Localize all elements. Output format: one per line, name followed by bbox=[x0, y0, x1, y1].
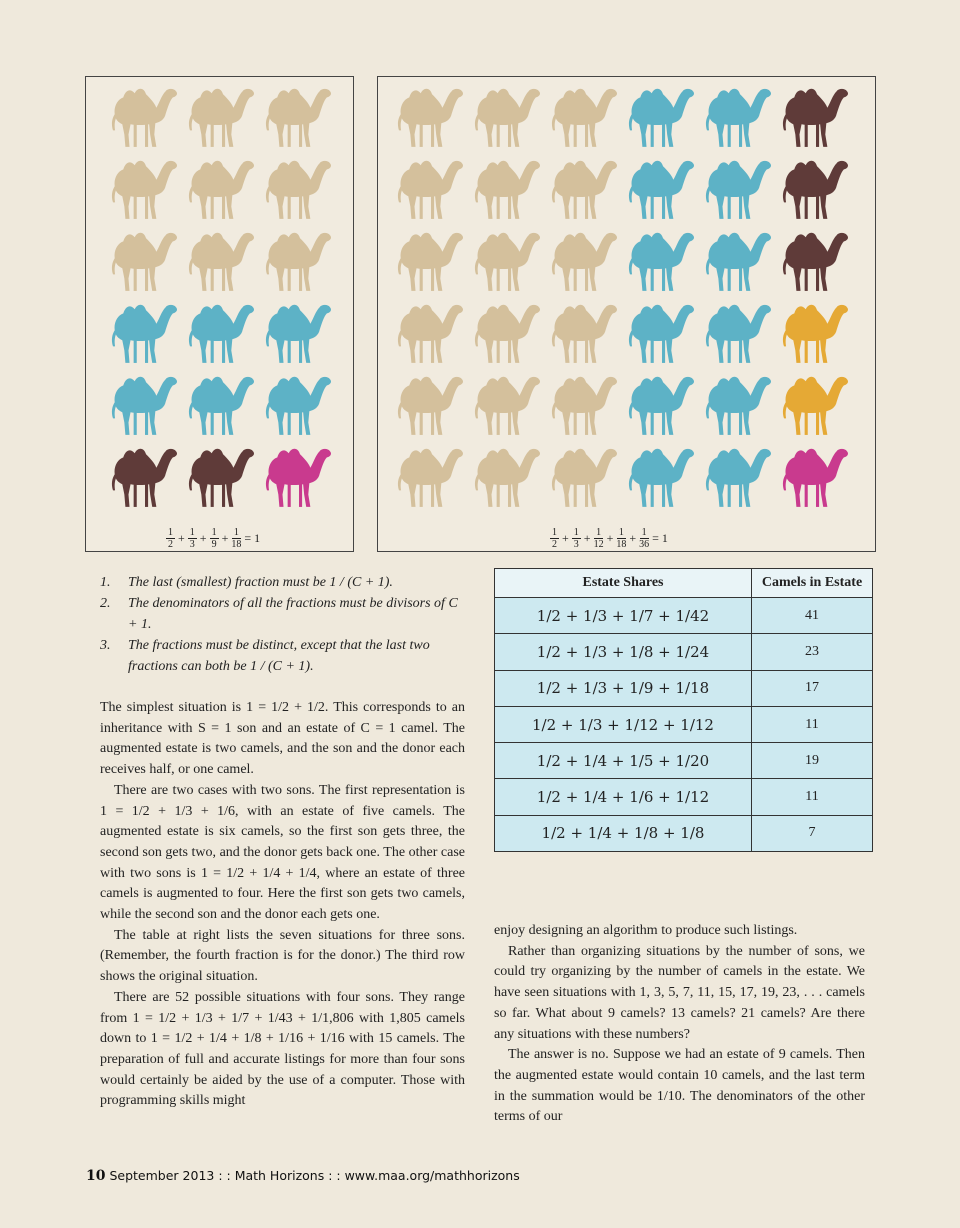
fraction: $\frac{1}{18}$ bbox=[231, 527, 242, 550]
estate-shares-table bbox=[494, 568, 873, 852]
camel-tan-icon bbox=[473, 229, 543, 293]
equation-result: = 1 bbox=[244, 531, 261, 545]
plus-sign: + bbox=[178, 531, 185, 545]
camel-count-cell: 7 bbox=[752, 815, 873, 851]
table-row bbox=[495, 670, 873, 706]
plus-sign: + bbox=[562, 531, 569, 545]
rule-item: 3. The fractions must be distinct, except that the last two fractions can both be 1 / (C + 1). bbox=[100, 638, 430, 674]
estate-shares-cell: 1/2 + 1/3 + 1/7 + 1/42 bbox=[495, 598, 752, 634]
camel-tan-icon bbox=[396, 85, 466, 149]
estate-shares-cell: 1/2 + 1/3 + 1/9 + 1/18 bbox=[495, 670, 752, 706]
plus-sign: + bbox=[583, 531, 591, 545]
camel-count-cell: 23 bbox=[752, 634, 873, 670]
camel-tan-icon bbox=[473, 157, 543, 221]
camel-gold-icon bbox=[781, 301, 851, 365]
rule-item: 2. The denominators of all the fractions must be divisors of C + 1. bbox=[100, 596, 458, 632]
camel-tan-icon bbox=[473, 301, 543, 365]
camel-blue-icon bbox=[704, 157, 774, 221]
fraction: $\frac{1}{3}$ bbox=[573, 527, 579, 550]
camel-count-cell: 17 bbox=[752, 670, 873, 706]
plus-sign: + bbox=[199, 531, 207, 545]
camel-tan-icon bbox=[187, 157, 257, 221]
camel-blue-icon bbox=[264, 301, 334, 365]
camel-tan-icon bbox=[396, 373, 466, 437]
paragraph: The simplest situation is 1 = 1/2 + 1/2. This corresponds to an inheritance with S = 1 son and an estate of C = 1 camel. The augmented estate is two camels, and the son and the donor each receives half, or one camel. bbox=[100, 700, 465, 778]
table-row bbox=[495, 634, 873, 670]
camel-blue-icon bbox=[264, 373, 334, 437]
page-number: 10 bbox=[86, 1168, 106, 1184]
camel-blue-icon bbox=[704, 445, 774, 509]
body-text-right bbox=[494, 921, 865, 1128]
camel-tan-icon bbox=[473, 373, 543, 437]
fraction: $\frac{1}{3}$ bbox=[189, 527, 195, 550]
camel-tan-icon bbox=[550, 229, 620, 293]
camel-tan-icon bbox=[110, 85, 180, 149]
fraction: $\frac{1}{2}$ bbox=[168, 527, 173, 550]
camel-tan-icon bbox=[187, 229, 257, 293]
estate-shares-cell: 1/2 + 1/3 + 1/12 + 1/12 bbox=[495, 706, 752, 742]
estate-shares-cell: 1/2 + 1/4 + 1/5 + 1/20 bbox=[495, 743, 752, 779]
camel-tan-icon bbox=[473, 445, 543, 509]
camel-tan-icon bbox=[550, 445, 620, 509]
camel-magenta-icon bbox=[781, 445, 851, 509]
camel-blue-icon bbox=[110, 301, 180, 365]
camel-tan-icon bbox=[264, 229, 334, 293]
table-row bbox=[495, 706, 873, 742]
camel-blue-icon bbox=[627, 301, 697, 365]
camel-blue-icon bbox=[704, 301, 774, 365]
footer-text: September 2013 : : Math Horizons : : www.maa.org/mathhorizons bbox=[109, 1168, 520, 1183]
paragraph: There are two cases with two sons. The first representation is 1 = 1/2 + 1/3 + 1/6, with an estate of five camels. The augmented estate is six camels, so the first son gets three, the second son gets two, and the donor gets back one. The other case with two sons is 1 = 1/2 + 1/4 + 1/4, where an estate of three camels is augmented to four. Here the first son gets two camels, while the second son and the donor each gets one. bbox=[100, 782, 465, 923]
header-camels-in-estate: Camels in Estate bbox=[752, 569, 873, 598]
body-text-left bbox=[100, 698, 465, 1112]
camel-figure-left bbox=[85, 76, 354, 552]
camel-tan-icon bbox=[396, 301, 466, 365]
camel-count-cell: 11 bbox=[752, 779, 873, 815]
camel-tan-icon bbox=[264, 157, 334, 221]
camel-brown-icon bbox=[781, 229, 851, 293]
estate-shares-cell: 1/2 + 1/4 + 1/6 + 1/12 bbox=[495, 779, 752, 815]
camel-tan-icon bbox=[396, 229, 466, 293]
table-row bbox=[495, 743, 873, 779]
table-header-row bbox=[495, 569, 873, 598]
camel-blue-icon bbox=[627, 229, 697, 293]
camel-brown-icon bbox=[781, 157, 851, 221]
fraction-equation bbox=[166, 527, 260, 550]
camel-count-cell: 41 bbox=[752, 598, 873, 634]
camel-tan-icon bbox=[396, 157, 466, 221]
header-estate-shares: Estate Shares bbox=[495, 569, 752, 598]
camel-blue-icon bbox=[187, 373, 257, 437]
camel-magenta-icon bbox=[264, 445, 334, 509]
fraction: $\frac{1}{9}$ bbox=[211, 527, 217, 550]
plus-sign: + bbox=[221, 531, 229, 545]
table-row bbox=[495, 598, 873, 634]
paragraph: enjoy designing an algorithm to produce such listings. bbox=[494, 923, 798, 938]
camel-blue-icon bbox=[187, 301, 257, 365]
camel-blue-icon bbox=[704, 229, 774, 293]
fraction: $\frac{1}{36}$ bbox=[639, 527, 650, 550]
camel-tan-icon bbox=[550, 157, 620, 221]
rules-list bbox=[100, 572, 460, 677]
camel-tan-icon bbox=[550, 373, 620, 437]
plus-sign: + bbox=[629, 531, 637, 545]
camel-tan-icon bbox=[110, 229, 180, 293]
camel-brown-icon bbox=[187, 445, 257, 509]
camel-tan-icon bbox=[396, 445, 466, 509]
table-row bbox=[495, 779, 873, 815]
camel-blue-icon bbox=[110, 373, 180, 437]
fraction: $\frac{1}{18}$ bbox=[616, 527, 627, 550]
fraction: $\frac{1}{12}$ bbox=[593, 527, 604, 550]
paragraph: The table at right lists the seven situations for three sons. (Remember, the fourth fraction is for the donor.) The third row shows the original situation. bbox=[100, 927, 465, 985]
fraction: $\frac{1}{2}$ bbox=[552, 527, 557, 550]
estate-shares-cell: 1/2 + 1/3 + 1/8 + 1/24 bbox=[495, 634, 752, 670]
estate-shares-cell: 1/2 + 1/4 + 1/8 + 1/8 bbox=[495, 815, 752, 851]
paragraph: There are 52 possible situations with four sons. They range from 1 = 1/2 + 1/3 + 1/7 + 1/43 + 1/1,806 with 1,805 camels down to 1 = 1/2 + 1/4 + 1/8 + 1/16 + 1/16 with 15 camels. The preparation of full and accurate listings for more than four sons would certainly be aided by the use of a computer. Those with programming skills might bbox=[100, 989, 465, 1109]
paragraph: Rather than organizing situations by the number of sons, we could try organizing by the number of camels in the estate. We have seen situations with 1, 3, 5, 7, 11, 15, 17, 19, 23, . . . camels so far. What about 9 camels? 13 camels? 21 camels? Are there any situations with these numbers? bbox=[494, 943, 865, 1042]
camel-blue-icon bbox=[704, 373, 774, 437]
camel-count-cell: 19 bbox=[752, 743, 873, 779]
paragraph: The answer is no. Suppose we had an estate of 9 camels. Then the augmented estate would contain 10 camels, and the last term in the summation would be 1/10. The denominators of the other terms of our bbox=[494, 1047, 865, 1125]
camel-blue-icon bbox=[627, 373, 697, 437]
fraction-equation bbox=[550, 527, 668, 550]
camel-tan-icon bbox=[110, 157, 180, 221]
camel-figure-right bbox=[377, 76, 876, 552]
camel-blue-icon bbox=[627, 445, 697, 509]
camel-tan-icon bbox=[550, 85, 620, 149]
camel-count-cell: 11 bbox=[752, 706, 873, 742]
camel-tan-icon bbox=[187, 85, 257, 149]
rule-item: 1. The last (smallest) fraction must be 1 / (C + 1). bbox=[100, 575, 393, 590]
camel-brown-icon bbox=[781, 85, 851, 149]
camel-tan-icon bbox=[264, 85, 334, 149]
camel-blue-icon bbox=[627, 157, 697, 221]
camel-blue-icon bbox=[704, 85, 774, 149]
table-row bbox=[495, 815, 873, 851]
camel-tan-icon bbox=[550, 301, 620, 365]
equation-result: = 1 bbox=[652, 531, 668, 545]
camel-tan-icon bbox=[473, 85, 543, 149]
camel-gold-icon bbox=[781, 373, 851, 437]
plus-sign: + bbox=[606, 531, 614, 545]
camel-blue-icon bbox=[627, 85, 697, 149]
page-footer bbox=[86, 1168, 520, 1184]
camel-brown-icon bbox=[110, 445, 180, 509]
